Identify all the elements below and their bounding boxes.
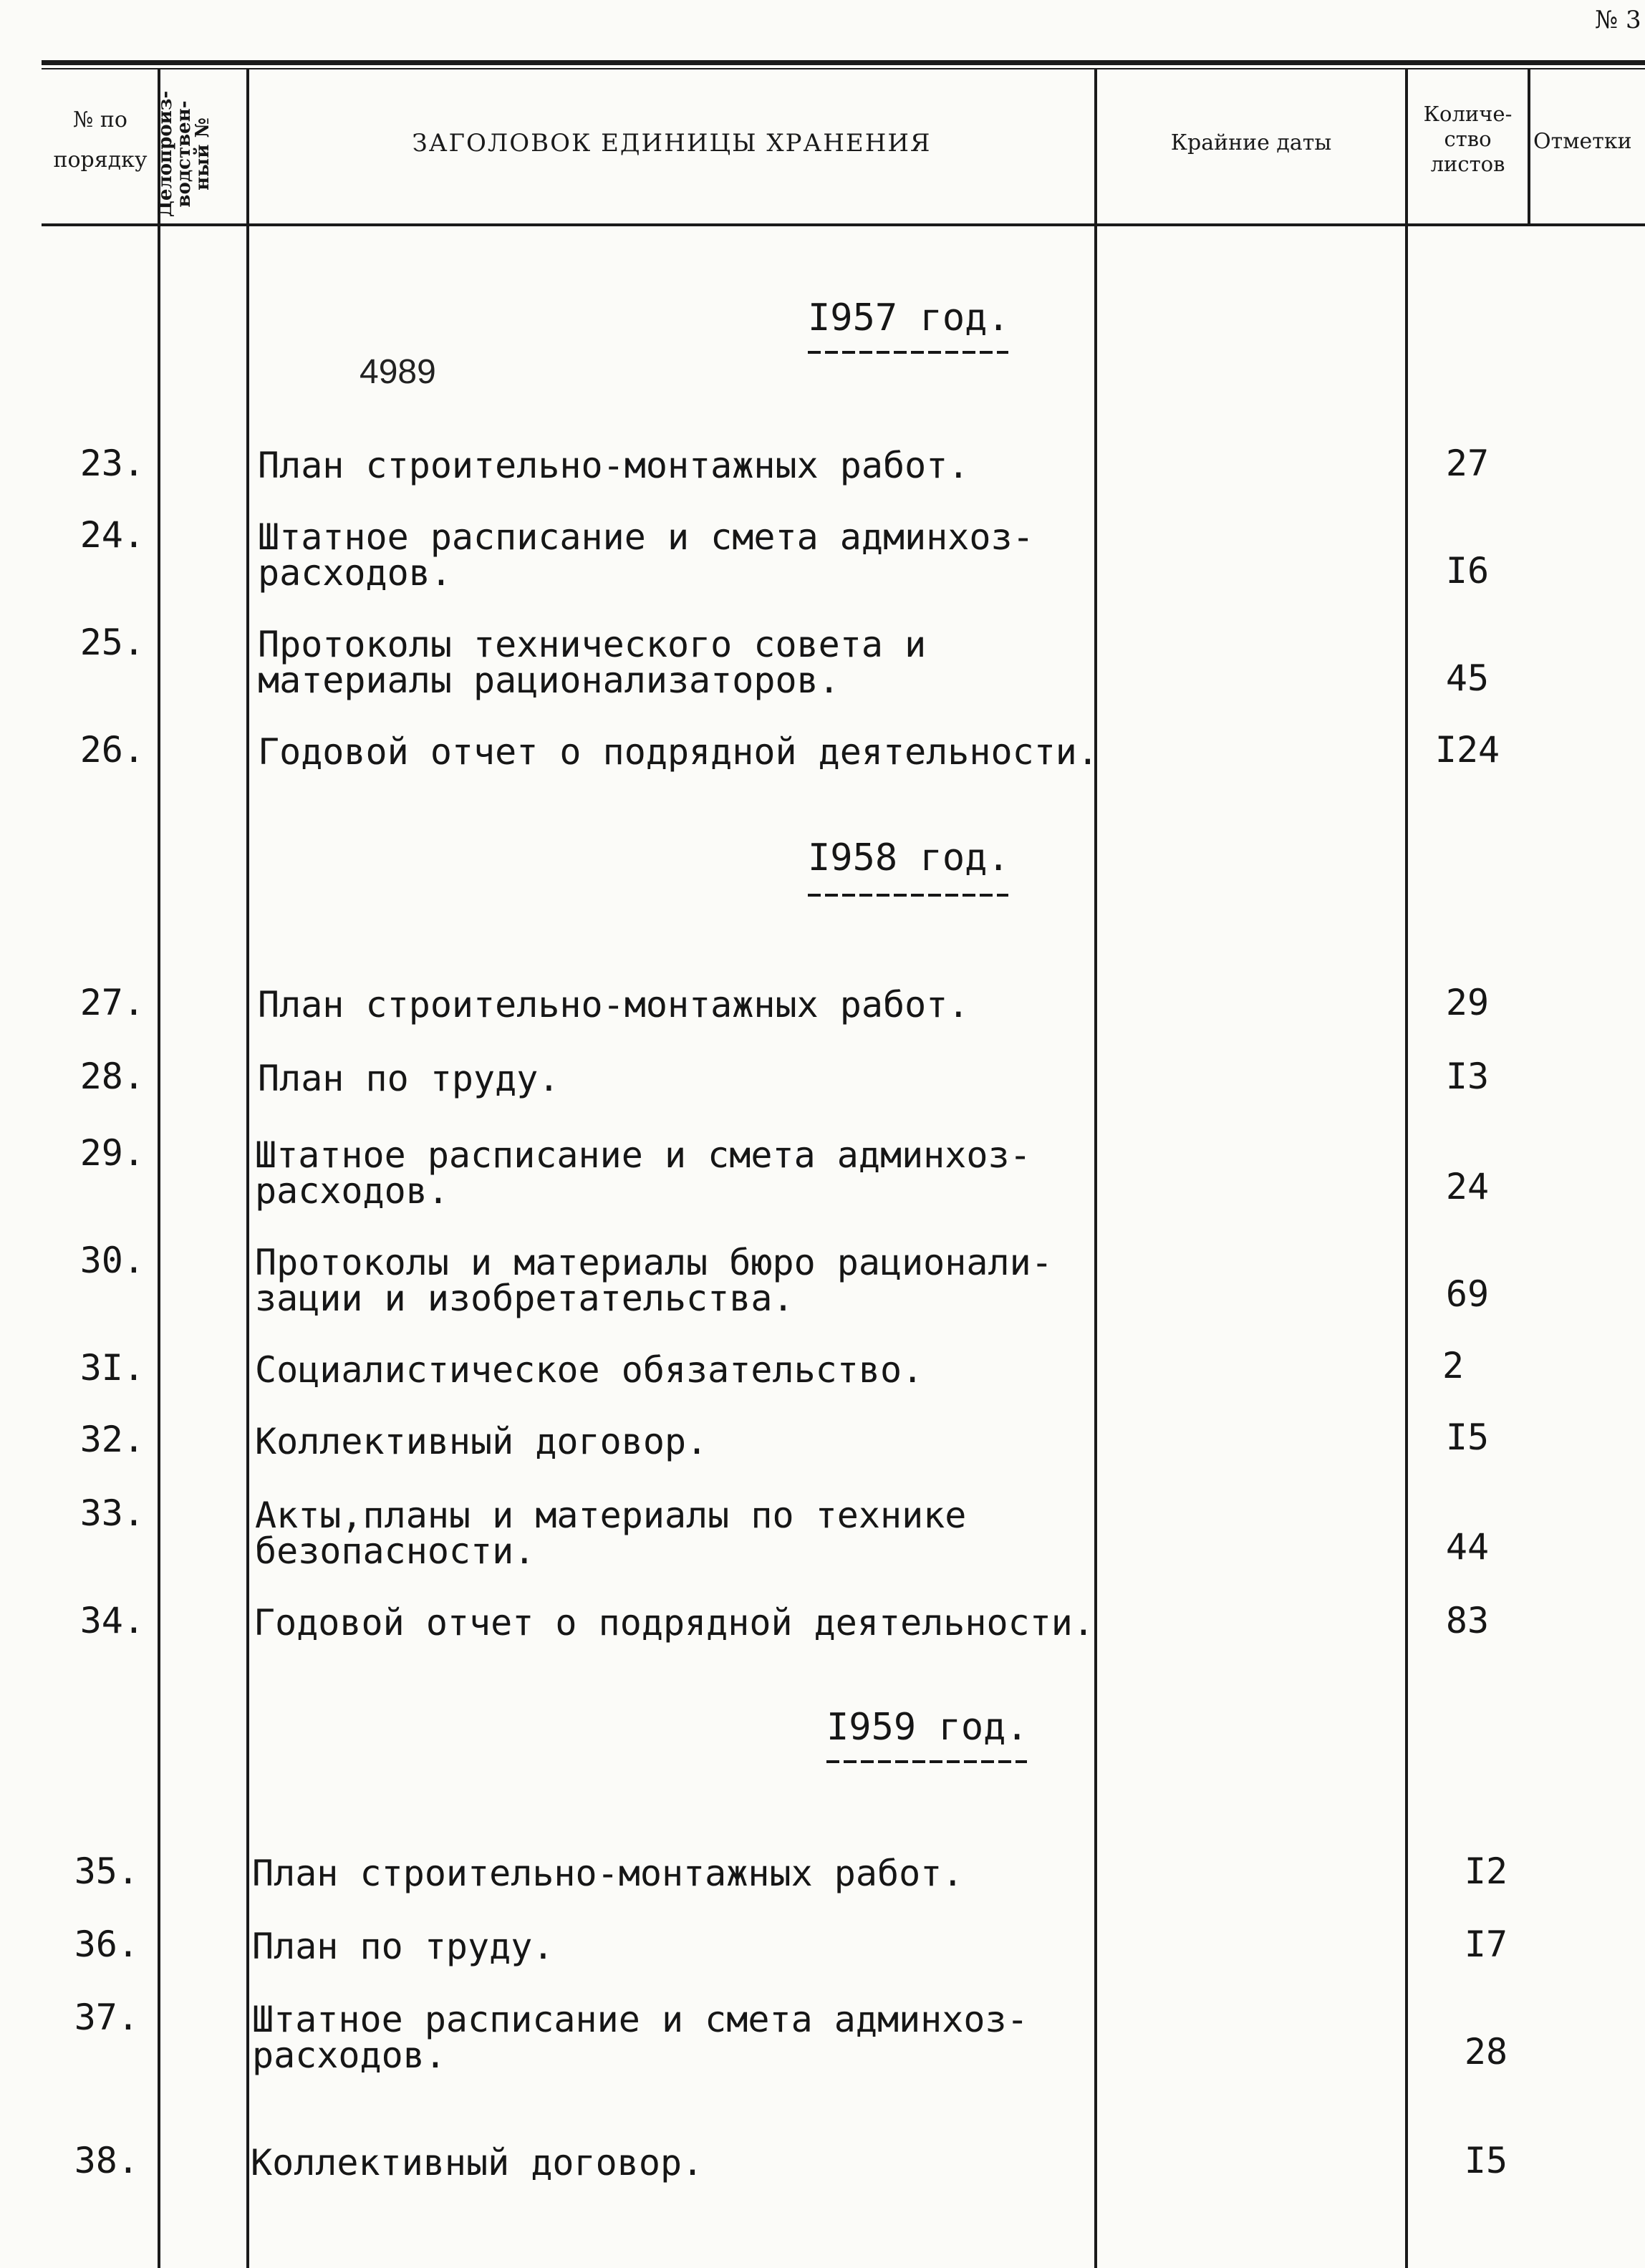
item-number: 35. <box>74 1850 139 1892</box>
item-number: 33. <box>79 1492 145 1534</box>
year-heading: I957 год. <box>808 296 1010 339</box>
item-title: Протоколы технического совета и <box>258 624 927 665</box>
item-sheet-count: 28 <box>1464 2031 1508 2072</box>
item-number: 26. <box>79 729 145 771</box>
item-sheet-count: 44 <box>1445 1526 1490 1568</box>
item-title-continued: материалы рационализаторов. <box>258 660 840 701</box>
page-number: № 3 <box>1595 6 1641 34</box>
item-number: 34. <box>79 1600 145 1641</box>
year-heading-underline <box>826 1760 1027 1763</box>
item-sheet-count: I2 <box>1464 1850 1508 1892</box>
item-number: 25. <box>79 622 145 663</box>
header-col-dates: Крайние даты <box>1170 130 1332 155</box>
item-title-continued: расходов. <box>252 2035 446 2076</box>
item-number: 32. <box>79 1419 145 1460</box>
col-divider-1 <box>158 68 160 2268</box>
item-number: 24. <box>79 514 145 556</box>
col-divider-4 <box>1405 68 1408 2268</box>
item-title: Штатное расписание и смета админхоз- <box>252 1999 1028 2040</box>
header-col-office-line3: ный № <box>192 117 213 190</box>
col-divider-3 <box>1094 68 1097 2268</box>
header-col-title: ЗАГОЛОВОК ЕДИНИЦЫ ХРАНЕНИЯ <box>412 129 932 158</box>
item-sheet-count: I6 <box>1445 550 1490 592</box>
item-number: 36. <box>74 1924 139 1965</box>
header-col-number-line1: № по <box>73 107 127 132</box>
item-title-continued: расходов. <box>258 552 452 594</box>
item-title: Штатное расписание и смета админхоз- <box>255 1134 1031 1176</box>
year-heading-underline <box>808 894 1008 897</box>
item-number: 28. <box>79 1056 145 1097</box>
archive-stamp-number: 4989 <box>360 353 436 391</box>
item-title: Коллективный договор. <box>255 1421 708 1462</box>
item-title: Социалистическое обязательство. <box>255 1349 924 1391</box>
item-title: Акты,планы и материалы по технике <box>255 1495 967 1536</box>
year-heading-underline <box>808 351 1008 354</box>
item-title: Штатное расписание и смета админхоз- <box>258 516 1034 558</box>
year-heading: I959 год. <box>826 1706 1028 1749</box>
item-number: 3I. <box>79 1347 145 1389</box>
item-number: 27. <box>79 982 145 1023</box>
item-sheet-count: I5 <box>1445 1417 1490 1458</box>
item-sheet-count: 2 <box>1442 1345 1465 1386</box>
header-col-number-line2: порядку <box>53 148 148 173</box>
header-col-number <box>43 107 158 173</box>
header-col-office-line2: водствен- <box>173 100 195 208</box>
item-sheet-count: I24 <box>1434 729 1500 771</box>
item-title: Годовой отчет о подрядной деятельности. <box>258 731 1099 773</box>
item-title: План по труду. <box>258 1058 560 1099</box>
item-number: 23. <box>79 443 145 484</box>
item-title: Протоколы и материалы бюро рационали- <box>255 1242 1053 1283</box>
item-number: 29. <box>79 1132 145 1174</box>
item-title: Годовой отчет о подрядной деятельности. <box>254 1602 1094 1644</box>
item-sheet-count: I5 <box>1464 2140 1508 2181</box>
item-title-continued: расходов. <box>255 1170 449 1212</box>
col-divider-2 <box>246 68 249 2268</box>
header-top-rule <box>42 60 1645 65</box>
year-heading: I958 год. <box>808 836 1010 879</box>
item-title: План строительно-монтажных работ. <box>252 1853 964 1894</box>
item-number: 37. <box>74 1997 139 2038</box>
item-sheet-count: 29 <box>1445 982 1490 1023</box>
item-title: План строительно-монтажных работ. <box>258 984 970 1026</box>
item-title: План по труду. <box>252 1926 554 1967</box>
item-sheet-count: 45 <box>1445 657 1490 699</box>
item-title-continued: безопасности. <box>255 1530 536 1572</box>
item-number: 30. <box>79 1240 145 1281</box>
item-title: Коллективный договор. <box>251 2142 704 2183</box>
header-col-count-line3: листов <box>1430 151 1505 176</box>
item-sheet-count: 24 <box>1445 1166 1490 1207</box>
header-col-office-number <box>156 90 242 218</box>
header-col-count <box>1408 102 1528 176</box>
item-sheet-count: 83 <box>1445 1600 1490 1641</box>
header-col-count-line1: Количе- <box>1423 102 1513 126</box>
header-col-count-line2: ство <box>1444 126 1492 151</box>
item-sheet-count: 27 <box>1445 443 1490 484</box>
item-sheet-count: 69 <box>1445 1273 1490 1315</box>
item-number: 38. <box>74 2140 139 2181</box>
item-title: План строительно-монтажных работ. <box>258 445 970 486</box>
item-title-continued: зации и изобретательства. <box>255 1278 794 1319</box>
header-col-office-line1: Делопроиз- <box>155 90 176 218</box>
item-sheet-count: I7 <box>1464 1924 1508 1965</box>
item-sheet-count: I3 <box>1445 1056 1490 1097</box>
header-col-notes: Отметки <box>1533 129 1632 154</box>
